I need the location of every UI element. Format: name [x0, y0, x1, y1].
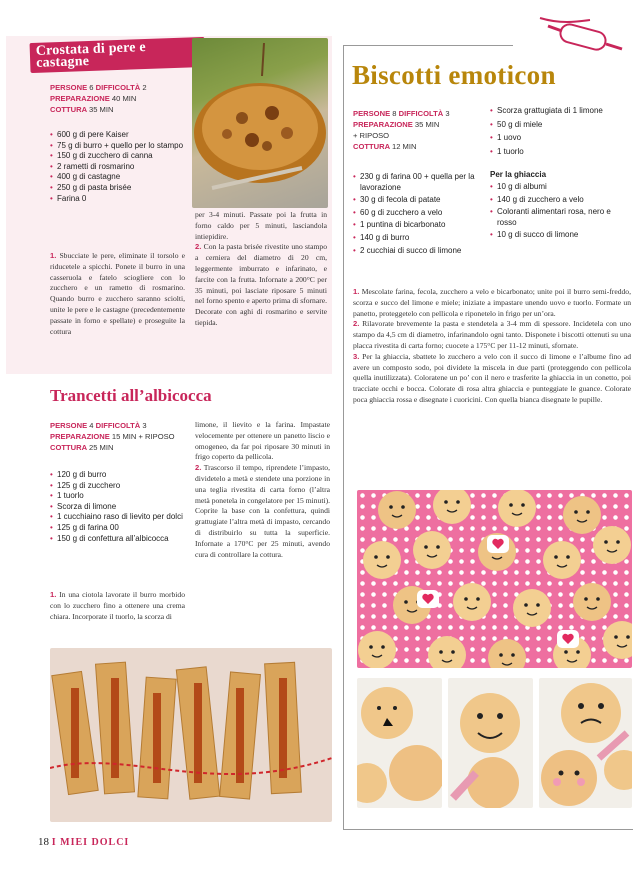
- list-item: • 1 tuorlo: [490, 147, 630, 158]
- list-item: • 1 cucchiaino raso di lievito per dolci: [50, 512, 190, 523]
- steps-trancetti-col1: 1. In una ciotola lavorate il burro morbido con lo zucchero fino a ottenere una crema chiara. Incorporate il tuorlo, la scorza di: [50, 590, 185, 621]
- page-footer: [38, 836, 129, 848]
- photo-biscotti-main: [357, 490, 632, 668]
- cookie-face: [603, 621, 632, 659]
- list-item: • 140 g di zucchero a velo: [490, 195, 630, 206]
- cookie-face: [433, 490, 471, 524]
- recipe-title-crostata: Crostata di pere e castagne: [30, 37, 206, 73]
- ingredients-crostata: [50, 130, 185, 204]
- list-item: • 120 g di burro: [50, 470, 190, 481]
- cookie-face: [543, 541, 581, 579]
- divider-line: [343, 829, 633, 830]
- divider-line: [343, 45, 344, 830]
- list-item: • 230 g di farina 00 + quella per la lavorazione: [353, 172, 483, 193]
- cookie-face: [563, 496, 601, 534]
- ingredients-trancetti: [50, 470, 190, 544]
- ingredients-biscotti-a: [353, 172, 483, 256]
- list-item: • 60 g di zucchero a velo: [353, 208, 483, 219]
- list-item: • 150 g di confettura all’albicocca: [50, 534, 190, 545]
- photo-biscotti-step2: [448, 678, 533, 808]
- list-item: • 1 tuorlo: [50, 491, 190, 502]
- steps-biscotti: 1. Mescolate farina, fecola, zucchero a velo e bicarbonato; unite poi il burro semi-freddo, scorza e succo del limone e miele; iniziate a impastare unendo uovo e tuorlo. Formate un panetto, proteggetelo con pellicola e riponetelo in frigo per un’ora. 2. Rilavorate brevemente la pasta e stendetela a 3-4 mm di spessore. Incidetela con uno stampo da 4,5 cm di diametro, infarinandolo ogni tanto. Disponete i biscotti ottenuti su una placca rivestita di carta forno; cuocete a 175°C per 11-12 minuti, sfornate. 3. Per la ghiaccia, sbattete lo zucchero a velo con il succo di limone e l’albume fino ad avere un composto sodo, poi dividete la miscela in due parti (proteggendo con pellicola quella inutilizzata). Coloratene un po’ con il nero e trasferite la ghiaccia in un conetto, poi tracciate occhi e bocca. Colorate di rosa altra ghiaccia e punteggiate le guance. Colorate poca ghiaccia rossa e disegnate i cuoricini. Con quella bianca disegnate le pupille.: [353, 287, 631, 404]
- list-item: • 1 puntina di bicarbonato: [353, 220, 483, 231]
- list-item: • 1 uovo: [490, 133, 630, 144]
- divider-line: [343, 45, 513, 46]
- list-item: • Coloranti alimentari rosa, nero e rosso: [490, 207, 630, 228]
- recipe-title-trancetti: Trancetti all’albicocca: [50, 386, 212, 405]
- rolling-pin-icon: [530, 12, 630, 57]
- list-item: • 30 g di fecola di patate: [353, 195, 483, 206]
- meta-biscotti: PERSONE 8 DIFFICOLTÀ 3 PREPARAZIONE 35 MIN + RIPOSO COTTURA 12 MIN: [353, 109, 450, 151]
- icing-label: Per la ghiaccia: [490, 170, 547, 179]
- list-item: • 2 cucchiai di succo di limone: [353, 246, 483, 257]
- photo-crostata: [192, 38, 328, 208]
- list-item: • 250 g di pasta brisée: [50, 183, 185, 194]
- list-item: • Scorza grattugiata di 1 limone: [490, 106, 630, 117]
- cookie-face: [488, 639, 526, 668]
- cookie-face: [453, 583, 491, 621]
- list-item: • 10 g di succo di limone: [490, 230, 630, 241]
- list-item: • 125 g di zucchero: [50, 481, 190, 492]
- recipe-title-biscotti: Biscotti emoticon: [352, 60, 556, 90]
- magazine-name: I MIEI DOLCI: [51, 837, 130, 848]
- photo-biscotti-step3: [539, 678, 632, 808]
- steps-crostata-col1: 1. Sbucciate le pere, eliminate il torsolo e riducetele a spicchi. Ponete il burro in una casseruola e fatelo sciogliere con lo zucchero e un rametto di rosmarino. Quando burro e zucchero saranno sciolti, unite le pere e le castagne (precedentemente passate in forno e spellate) e proseguite la cottura: [50, 251, 185, 336]
- list-item: • 75 g di burro + quello per lo stampo: [50, 141, 185, 152]
- cookie-face: [498, 490, 536, 527]
- ingredients-biscotti-b: [490, 106, 630, 160]
- cookie-face: [378, 491, 416, 529]
- list-item: • 600 g di pere Kaiser: [50, 130, 185, 141]
- list-item: • 150 g di zucchero di canna: [50, 151, 185, 162]
- list-item: • 50 g di miele: [490, 120, 630, 131]
- steps-crostata-col2: per 3-4 minuti. Passate poi la frutta in forno caldo per 5 minuti, lasciandola intiepidire. 2. Con la pasta brisée rivestite uno stampo a cerniera del diametro di 20 cm, leggermente imburrato e infarinato, e farcite con la frutta. Infornate a 200°C per 35 minuti, poi lasciate riposare 5 minuti nel forno spento e aperto prima di sfornare. Decorate con aghi di rosmarino e servite tiepida.: [195, 210, 327, 327]
- page-number: 18: [38, 836, 49, 848]
- cookie-face: [358, 631, 396, 668]
- cookie-face: [363, 541, 401, 579]
- list-item: • Farina 0: [50, 194, 185, 205]
- list-item: • Scorza di limone: [50, 502, 190, 513]
- list-item: • 2 rametti di rosmarino: [50, 162, 185, 173]
- list-item: • 400 g di castagne: [50, 172, 185, 183]
- meta-trancetti: PERSONE 4 DIFFICOLTÀ 3 PREPARAZIONE 15 MIN + RIPOSO COTTURA 25 MIN: [50, 421, 175, 452]
- cookie-face: [513, 589, 551, 627]
- cookie-face: [413, 531, 451, 569]
- cookie-face: [428, 636, 466, 668]
- cookie-face: [593, 526, 631, 564]
- cookie-face: [573, 583, 611, 621]
- list-item: • 140 g di burro: [353, 233, 483, 244]
- list-item: • 10 g di albumi: [490, 182, 630, 193]
- photo-trancetti: [50, 648, 332, 822]
- photo-biscotti-step1: [357, 678, 442, 808]
- steps-trancetti-col2: limone, il lievito e la farina. Impastate velocemente per ottenere un panetto liscio e omogeneo, da far poi riposare 30 minuti in frigo coperto da pellicola. 2. Trascorso il tempo, riprendete l’impasto, dividetelo a metà e stendete una porzione in una teglia rivestita di carta forno (l’altra metà ponetela in congelatore per 15 minuti). Coprite la base con la confettura, quindi grattugiate l’altra metà di impasto, cercando di distribuirlo su tutta la superficie. Infornate a 170°C per 25 minuti, avendo cura di controllare la cottura.: [195, 420, 331, 559]
- list-item: • 125 g di farina 00: [50, 523, 190, 534]
- meta-crostata: PERSONE 6 DIFFICOLTÀ 2 PREPARAZIONE 40 MIN COTTURA 35 MIN: [50, 83, 147, 114]
- ingredients-biscotti-c: [490, 182, 630, 241]
